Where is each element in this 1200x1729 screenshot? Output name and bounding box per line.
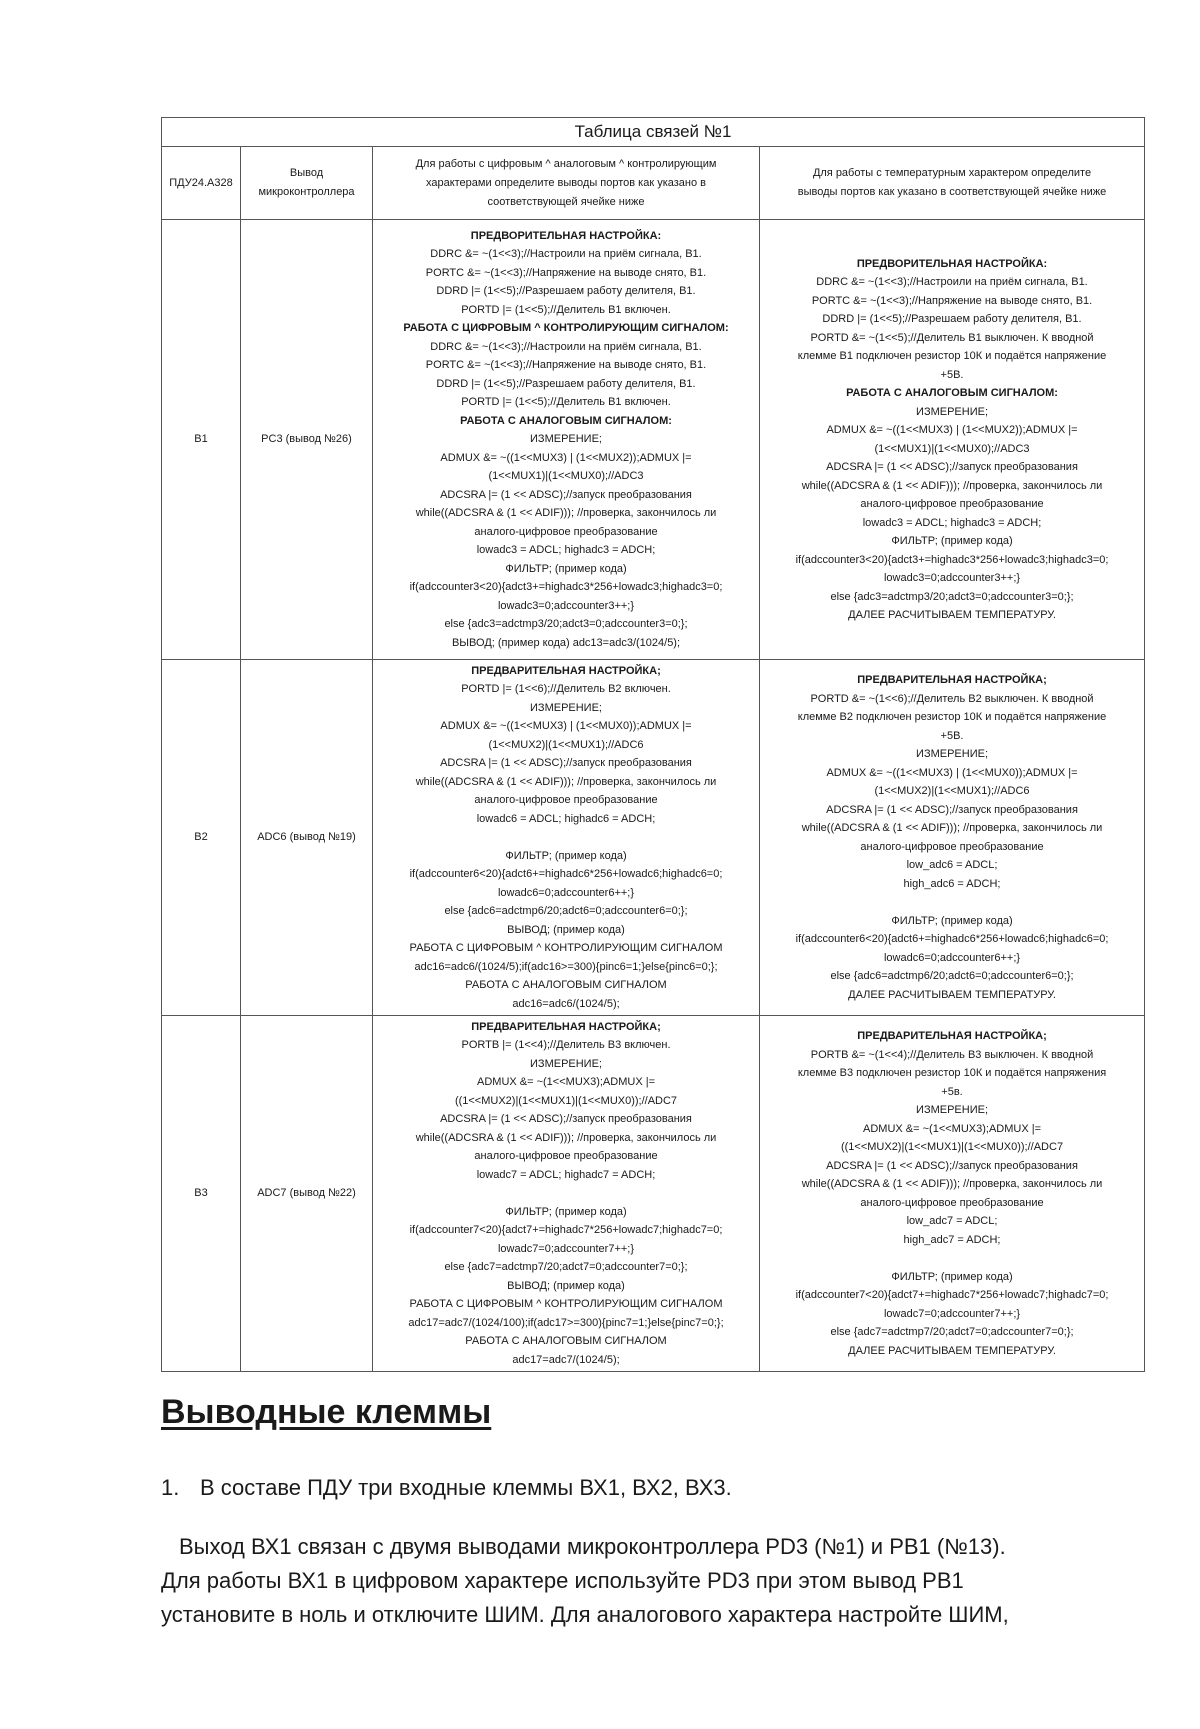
- paragraph-line: Выход ВХ1 связан с двумя выводами микроконтроллера PD3 (№1) и PB1 (№13).: [179, 1534, 1006, 1559]
- code-line: [763, 893, 1141, 912]
- code-line: аналого-цифровое преобразование: [474, 794, 658, 807]
- code-line: PORTD |= (1<<6);//Делитель В2 включен.: [461, 683, 671, 696]
- code-line: ПРЕДВАРИТЕЛЬНАЯ НАСТРОЙКА;: [857, 1030, 1047, 1042]
- code-line: ФИЛЬТР; (пример кода): [505, 1205, 627, 1218]
- code-line: adc16=adc6/(1024/5);: [512, 997, 620, 1010]
- temperature-cell: [760, 1016, 1145, 1372]
- code-line: аналого-цифровое преобразование: [474, 1150, 658, 1163]
- code-line: РАБОТА С ЦИФРОВЫМ ^ КОНТРОЛИРУЮЩИМ СИГНАЛОМ: [409, 942, 723, 955]
- list-item: [161, 1475, 732, 1501]
- code-line: else {adc6=adctmp6/20;adct6=0;adccounter6=0;};: [830, 970, 1074, 982]
- code-line: ДАЛЕЕ РАСЧИТЫВАЕМ ТЕМПЕРАТУРУ.: [848, 1344, 1056, 1357]
- code-line: lowadc3 = ADCL; highadc3 = ADCH;: [476, 544, 656, 557]
- code-line: ADMUX &= ~(1<<MUX3);ADMUX |=: [477, 1076, 655, 1089]
- code-line: РАБОТА С АНАЛОГОВЫМ СИГНАЛОМ: [465, 979, 667, 992]
- code-line: ИЗМЕРЕНИЕ;: [530, 433, 602, 446]
- header-digital: [373, 147, 760, 220]
- code-line: high_adc6 = ADCH;: [903, 877, 1001, 890]
- code-line: ADMUX &= ~(1<<MUX3);ADMUX |=: [863, 1122, 1042, 1135]
- code-line: [376, 1184, 756, 1203]
- section-heading: Выводные клеммы: [161, 1393, 492, 1431]
- code-line: ИЗМЕРЕНИЕ;: [916, 748, 988, 760]
- code-line: low_adc7 = ADCL;: [906, 1215, 998, 1227]
- code-line: if(adccounter3<20){adct3+=highadc3*256+lowadc3;highadc3=0;: [409, 581, 723, 594]
- code-line: lowadc7 = ADCL; highadc7 = ADCH;: [476, 1168, 656, 1181]
- header-device: ПДУ24.А328: [162, 147, 241, 220]
- code-line: [376, 828, 756, 847]
- code-line: ПРЕДВОРИТЕЛЬНАЯ НАСТРОЙКА:: [856, 257, 1048, 270]
- code-line: (1<<MUX2)|(1<<MUX1);//ADC6: [488, 738, 644, 751]
- code-line: low_adc6 = ADCL;: [906, 859, 998, 871]
- code-line: ФИЛЬТР; (пример кода): [505, 849, 627, 862]
- code-line: ADCSRA |= (1 << ADSC);//запуск преобразования: [440, 1113, 692, 1126]
- code-line: ADCSRA |= (1 << ADSC);//запуск преобразования: [826, 803, 1078, 816]
- code-line: (1<<MUX1)|(1<<MUX0);//ADC3: [874, 442, 1030, 455]
- table-row: [162, 660, 1145, 1016]
- code-line: DDRD |= (1<<5);//Разрешаем работу делителя, В1.: [436, 285, 696, 298]
- row-label: В1: [162, 220, 241, 660]
- code-line: if(adccounter6<20){adct6+=highadc6*256+lowadc6;highadc6=0;: [409, 868, 723, 881]
- links-table: [161, 117, 1145, 1372]
- header-pin: [241, 147, 373, 220]
- code-line: else {adc6=adctmp6/20;adct6=0;adccounter6=0;};: [444, 905, 688, 918]
- code-line: ИЗМЕРЕНИЕ;: [530, 1057, 602, 1070]
- code-line: РАБОТА С ЦИФРОВЫМ ^ КОНТРОЛИРУЮЩИМ СИГНАЛОМ: [409, 1298, 723, 1311]
- code-line: PORTB &= ~(1<<4);//Делитель В3 выключен. К вводной: [810, 1048, 1094, 1061]
- code-line: DDRC &= ~(1<<3);//Настроили на приём сигнала, В1.: [430, 340, 702, 353]
- code-line: PORTB |= (1<<4);//Делитель В3 включен.: [461, 1039, 671, 1052]
- code-line: lowadc7=0;adccounter7++;}: [883, 1307, 1021, 1320]
- code-line: PORTC &= ~(1<<3);//Напряжение на выводе снято, В1.: [425, 266, 707, 279]
- code-line: while((ADCSRA & (1 << ADIF))); //проверка, закончилось ли: [415, 775, 717, 788]
- digital-cell: [373, 1016, 760, 1372]
- code-line: lowadc6=0;adccounter6++;}: [883, 951, 1021, 964]
- code-line: while((ADCSRA & (1 << ADIF))); //проверка, закончилось ли: [415, 1131, 717, 1144]
- code-line: lowadc6 = ADCL; highadc6 = ADCH;: [476, 812, 656, 825]
- header-temperature-line: выводы портов как указано в соответствующей ячейке ниже: [797, 186, 1107, 198]
- code-line: ADMUX &= ~((1<<MUX3) | (1<<MUX2));ADMUX |=: [440, 451, 692, 464]
- code-line: ИЗМЕРЕНИЕ;: [530, 701, 602, 714]
- digital-cell: [373, 220, 760, 660]
- code-line: ПРЕДВАРИТЕЛЬНАЯ НАСТРОЙКА;: [857, 674, 1047, 686]
- temperature-cell: [760, 220, 1145, 660]
- code-line: DDRD |= (1<<5);//Разрешаем работу делителя, В1.: [436, 377, 696, 390]
- code-line: while((ADCSRA & (1 << ADIF))); //проверка, закончилось ли: [801, 479, 1103, 492]
- list-number: 1.: [161, 1475, 180, 1500]
- code-line: (1<<MUX1)|(1<<MUX0);//ADC3: [488, 470, 644, 483]
- code-line: PORTD |= (1<<5);//Делитель В1 включен.: [461, 396, 671, 409]
- code-line: [763, 1249, 1141, 1268]
- code-line: DDRC &= ~(1<<3);//Настроили на приём сигнала, В1.: [430, 248, 702, 261]
- body-paragraph: [161, 1530, 1151, 1632]
- code-line: else {adc3=adctmp3/20;adct3=0;adccounter3=0;};: [444, 618, 688, 631]
- header-digital-line: Для работы с цифровым ^ аналоговым ^ контролирующим: [415, 157, 717, 170]
- code-line: ФИЛЬТР; (пример кода): [891, 1270, 1013, 1283]
- code-line: PORTC &= ~(1<<3);//Напряжение на выводе снято, В1.: [811, 294, 1093, 307]
- table-title: Таблица связей №1: [162, 118, 1145, 147]
- code-line: if(adccounter7<20){adct7+=highadc7*256+lowadc7;highadc7=0;: [795, 1289, 1109, 1301]
- code-line: while((ADCSRA & (1 << ADIF))); //проверка, закончилось ли: [801, 822, 1103, 834]
- code-line: ВЫВОД; (пример кода): [507, 923, 625, 936]
- list-text: В составе ПДУ три входные клеммы ВХ1, ВХ2, ВХ3.: [200, 1475, 732, 1500]
- table-row: [162, 1016, 1145, 1372]
- code-line: ((1<<MUX2)|(1<<MUX1)|(1<<MUX0));//ADC7: [840, 1141, 1064, 1153]
- temperature-cell: [760, 660, 1145, 1016]
- code-line: ADCSRA |= (1 << ADSC);//запуск преобразования: [826, 461, 1078, 473]
- row-label: В3: [162, 1016, 241, 1372]
- code-line: ADCSRA |= (1 << ADSC);//запуск преобразования: [826, 1159, 1078, 1172]
- row-label: В2: [162, 660, 241, 1016]
- code-line: РАБОТА С АНАЛОГОВЫМ СИГНАЛОМ:: [460, 414, 672, 427]
- header-pin-line: Вывод: [289, 167, 324, 179]
- code-line: high_adc7 = ADCH;: [903, 1233, 1001, 1246]
- code-line: клемме В1 подключен резистор 10К и подаётся напряжение: [797, 350, 1107, 362]
- row-pin: PC3 (вывод №26): [241, 220, 373, 660]
- table-header-row: [162, 147, 1145, 220]
- code-line: else {adc7=adctmp7/20;adct7=0;adccounter7=0;};: [830, 1326, 1074, 1338]
- code-line: lowadc6=0;adccounter6++;}: [497, 886, 635, 899]
- header-temperature: [760, 147, 1145, 220]
- code-line: ВЫВОД; (пример кода) adc13=adc3/(1024/5);: [451, 636, 681, 649]
- code-line: ДАЛЕЕ РАСЧИТЫВАЕМ ТЕМПЕРАТУРУ.: [848, 988, 1056, 1001]
- code-line: adc17=adc7/(1024/100);if(adc17>=300){pinc7=1;}else{pinc7=0;};: [408, 1316, 724, 1329]
- code-line: PORTD &= ~(1<<5);//Делитель В1 выключен. К вводной: [810, 331, 1094, 344]
- digital-cell: [373, 660, 760, 1016]
- code-line: adc16=adc6/(1024/5);if(adc16>=300){pinc6=1;}else{pinc6=0;};: [414, 960, 718, 973]
- code-line: ((1<<MUX2)|(1<<MUX1)|(1<<MUX0));//ADC7: [454, 1094, 678, 1107]
- paragraph-line: Для работы ВХ1 в цифровом характере используйте PD3 при этом вывод PB1: [161, 1568, 964, 1593]
- code-line: ADCSRA |= (1 << ADSC);//запуск преобразования: [440, 757, 692, 770]
- code-line: ADMUX &= ~((1<<MUX3) | (1<<MUX0));ADMUX |=: [440, 720, 692, 733]
- code-line: DDRD |= (1<<5);//Разрешаем работу делителя, В1.: [822, 313, 1082, 325]
- header-temperature-line: Для работы с температурным характером определите: [812, 167, 1092, 179]
- header-digital-line: характерами определите выводы портов как указано в: [425, 176, 707, 189]
- code-line: ДАЛЕЕ РАСЧИТЫВАЕМ ТЕМПЕРАТУРУ.: [848, 609, 1056, 621]
- code-line: аналого-цифровое преобразование: [860, 498, 1044, 510]
- code-line: ФИЛЬТР; (пример кода): [891, 535, 1013, 547]
- code-line: +5в.: [941, 1085, 963, 1098]
- code-line: if(adccounter7<20){adct7+=highadc7*256+lowadc7;highadc7=0;: [409, 1224, 723, 1237]
- code-line: +5В.: [940, 729, 964, 742]
- table-row: [162, 220, 1145, 660]
- code-line: else {adc3=adctmp3/20;adct3=0;adccounter3=0;};: [830, 590, 1074, 603]
- code-line: if(adccounter6<20){adct6+=highadc6*256+lowadc6;highadc6=0;: [795, 933, 1109, 945]
- code-line: ПРЕДВАРИТЕЛЬНАЯ НАСТРОЙКА;: [471, 664, 661, 677]
- row-pin: ADC7 (вывод №22): [241, 1016, 373, 1372]
- code-line: lowadc3 = ADCL; highadc3 = ADCH;: [862, 516, 1042, 529]
- code-line: аналого-цифровое преобразование: [474, 525, 658, 538]
- code-line: РАБОТА С АНАЛОГОВЫМ СИГНАЛОМ: [465, 1335, 667, 1348]
- code-line: клемме В2 подключен резистор 10К и подаётся напряжение: [797, 711, 1107, 723]
- code-line: ФИЛЬТР; (пример кода): [505, 562, 627, 575]
- code-line: аналого-цифровое преобразование: [860, 1196, 1044, 1209]
- code-line: while((ADCSRA & (1 << ADIF))); //проверка, закончилось ли: [415, 507, 717, 520]
- code-line: ADMUX &= ~((1<<MUX3) | (1<<MUX0));ADMUX |=: [826, 766, 1078, 779]
- code-line: РАБОТА С АНАЛОГОВЫМ СИГНАЛОМ:: [846, 387, 1058, 399]
- code-line: lowadc7=0;adccounter7++;}: [497, 1242, 635, 1255]
- code-line: клемме В3 подключен резистор 10К и подаётся напряжения: [797, 1067, 1107, 1079]
- code-line: РАБОТА С ЦИФРОВЫМ ^ КОНТРОЛИРУЮЩИМ СИГНАЛОМ:: [403, 322, 729, 335]
- code-line: DDRC &= ~(1<<3);//Настроили на приём сигнала, В1.: [816, 276, 1088, 288]
- code-line: PORTC &= ~(1<<3);//Напряжение на выводе снято, В1.: [425, 359, 707, 372]
- code-line: +5В.: [940, 368, 964, 381]
- code-line: ПРЕДВАРИТЕЛЬНАЯ НАСТРОЙКА;: [471, 1020, 661, 1033]
- header-pin-line: микроконтроллера: [258, 186, 355, 198]
- code-line: PORTD |= (1<<5);//Делитель В1 включен.: [461, 303, 671, 316]
- row-pin: ADC6 (вывод №19): [241, 660, 373, 1016]
- code-line: lowadc3=0;adccounter3++;}: [497, 599, 635, 612]
- code-line: ADCSRA |= (1 << ADSC);//запуск преобразования: [440, 488, 692, 501]
- header-digital-line: соответствующей ячейке ниже: [487, 195, 645, 208]
- code-line: ФИЛЬТР; (пример кода): [891, 914, 1013, 927]
- code-line: adc17=adc7/(1024/5);: [512, 1353, 620, 1366]
- code-line: while((ADCSRA & (1 << ADIF))); //проверка, закончилось ли: [801, 1178, 1103, 1190]
- code-line: ADMUX &= ~((1<<MUX3) | (1<<MUX2));ADMUX |=: [826, 424, 1078, 436]
- code-line: ИЗМЕРЕНИЕ;: [916, 1104, 988, 1116]
- paragraph-line: установите в ноль и отключите ШИМ. Для аналогового характера настройте ШИМ,: [161, 1602, 1009, 1627]
- code-line: ВЫВОД; (пример кода): [507, 1279, 625, 1292]
- code-line: аналого-цифровое преобразование: [860, 840, 1044, 853]
- code-line: ПРЕДВОРИТЕЛЬНАЯ НАСТРОЙКА:: [470, 229, 662, 242]
- code-line: (1<<MUX2)|(1<<MUX1);//ADC6: [874, 785, 1030, 797]
- code-line: else {adc7=adctmp7/20;adct7=0;adccounter7=0;};: [444, 1261, 688, 1274]
- code-line: lowadc3=0;adccounter3++;}: [883, 572, 1021, 584]
- code-line: ИЗМЕРЕНИЕ;: [916, 405, 988, 418]
- code-line: if(adccounter3<20){adct3+=highadc3*256+lowadc3;highadc3=0;: [795, 553, 1109, 566]
- code-line: PORTD &= ~(1<<6);//Делитель В2 выключен. К вводной: [810, 692, 1094, 705]
